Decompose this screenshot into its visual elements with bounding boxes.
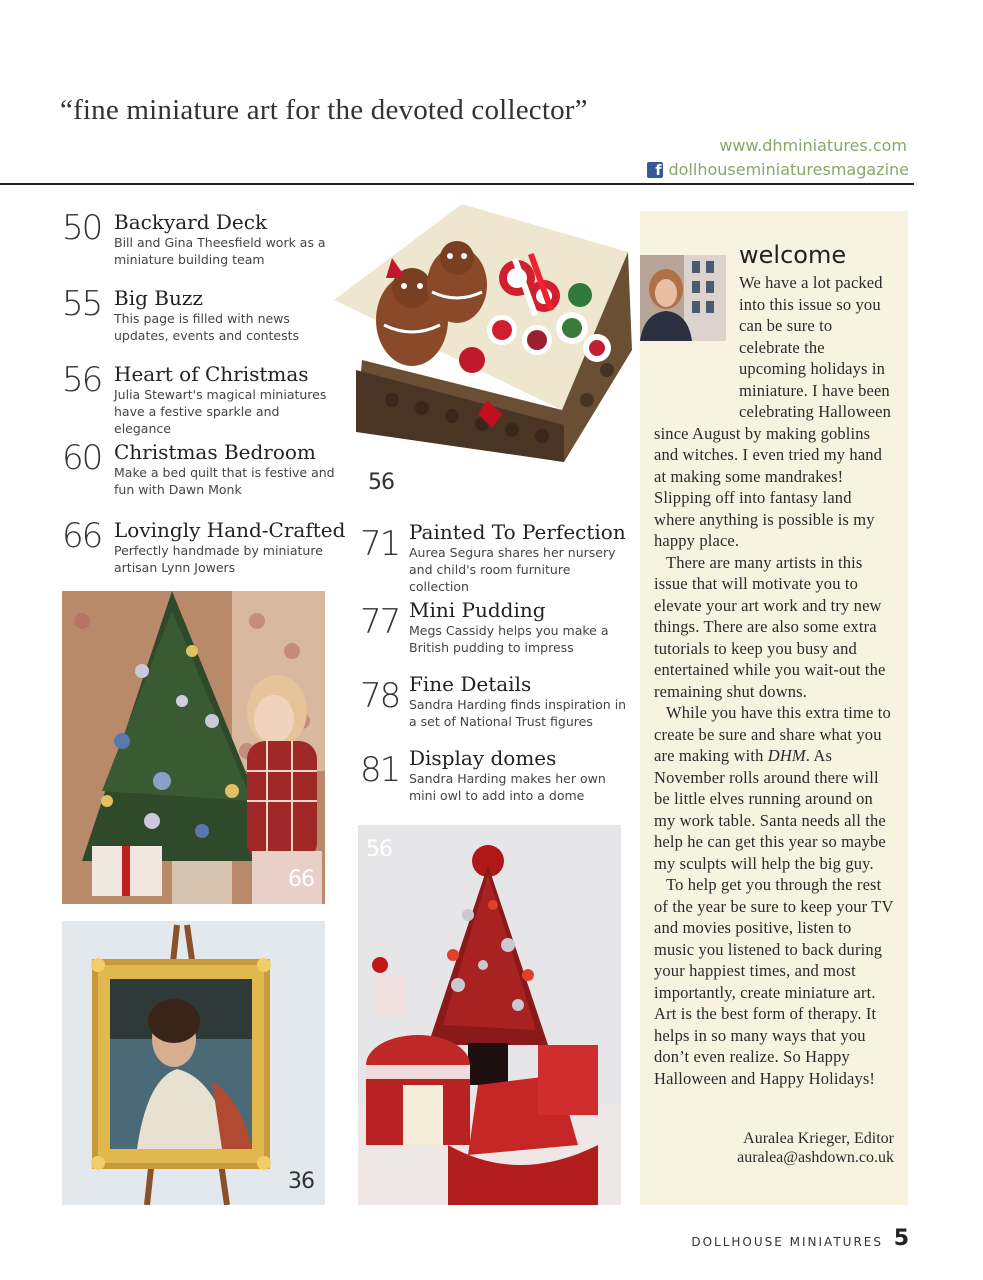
facebook-icon: f xyxy=(647,162,663,178)
entry-page-number: 78 xyxy=(360,676,400,716)
editor-signature xyxy=(737,1129,894,1167)
entry-page-number: 56 xyxy=(62,360,102,400)
red-tree-photo xyxy=(358,825,621,1205)
gingerbread-box-photo xyxy=(332,200,634,462)
entry-description: Perfectly handmade by miniature artisan Lynn Jowers xyxy=(114,543,323,575)
entry-description: Sandra Harding makes her own mini owl to add into a dome xyxy=(409,771,606,803)
entry-title: Lovingly Hand-Crafted xyxy=(114,518,346,542)
entry-page-number: 81 xyxy=(360,750,400,790)
entry-title: Big Buzz xyxy=(114,286,203,310)
gingerbread-photo-page-label: 56 xyxy=(368,470,394,495)
entry-description: Megs Cassidy helps you make a British pudding to impress xyxy=(409,623,609,655)
entry-title: Heart of Christmas xyxy=(114,362,309,386)
footer-magazine-name: DOLLHOUSE MINIATURES xyxy=(691,1235,883,1249)
framed-portrait-photo xyxy=(62,921,325,1205)
welcome-panel xyxy=(640,211,908,1205)
entry-page-number: 55 xyxy=(62,284,102,324)
entry-description: Aurea Segura shares her nursery and child's room furniture collection xyxy=(409,545,616,594)
header-divider xyxy=(0,183,914,185)
welcome-paragraph: We have a lot packed into this issue so you can be sure to celebrate the upcoming holidays in miniature. I have been celebrating Halloween since August by making goblins and witches. I even tried my hand at making some mandrakes! Slipping off into fantasy land where anything is possible is my happy place. xyxy=(654,273,892,550)
entry-title: Christmas Bedroom xyxy=(114,440,316,464)
website-link[interactable]: www.dhminiatures.com xyxy=(719,136,907,155)
entry-title: Mini Pudding xyxy=(409,598,546,622)
entry-description: Sandra Harding finds inspiration in a set of National Trust figures xyxy=(409,697,627,729)
page-number: 5 xyxy=(893,1226,909,1251)
entry-title: Backyard Deck xyxy=(114,210,268,234)
entry-page-number: 66 xyxy=(62,516,102,556)
entry-description: Julia Stewart's magical miniatures have a festive sparkle and elegance xyxy=(114,387,327,436)
editor-email[interactable]: auralea@ashdown.co.uk xyxy=(737,1149,894,1166)
photo-page-label: 66 xyxy=(288,867,314,892)
welcome-paragraph: There are many artists in this issue that will motivate you to elevate your art work and try new things. There are also some extra tutorials to keep you busy and entertained while you wait-out the remaining shut downs. xyxy=(654,552,886,701)
entry-page-number: 77 xyxy=(360,602,400,642)
entry-description: Bill and Gina Theesfield work as a miniature building team xyxy=(114,235,326,267)
entry-page-number: 71 xyxy=(360,524,400,564)
photo-page-label: 36 xyxy=(288,1169,314,1194)
entry-description: This page is filled with news updates, events and contests xyxy=(114,311,300,343)
photo-page-label: 56 xyxy=(366,837,392,862)
entry-page-number: 50 xyxy=(62,208,102,248)
social-handle: dollhouseminiaturesmagazine xyxy=(668,160,909,179)
editor-name: Auralea Krieger, Editor xyxy=(743,1130,894,1147)
entry-title: Fine Details xyxy=(409,672,532,696)
christmas-doll-photo xyxy=(62,591,325,904)
welcome-body xyxy=(654,272,894,1089)
magazine-tagline: “fine miniature art for the devoted collector” xyxy=(60,94,588,126)
entry-title: Display domes xyxy=(409,746,557,770)
social-link[interactable] xyxy=(647,160,909,179)
entry-page-number: 60 xyxy=(62,438,102,478)
entry-description: Make a bed quilt that is festive and fun with Dawn Monk xyxy=(114,465,335,497)
welcome-paragraph: While you have this extra time to create be sure and share what you are making with DHM. As November rolls around there will be little elves running around on my work table. Santa needs all the help he can get this year so maybe my sculpts will help the big guy. xyxy=(654,703,891,873)
welcome-paragraph: To help get you through the rest of the year be sure to keep your TV and movies positive, listen to music you listened to back during your happiest times, and most importantly, create miniature art. Art is the best form of therapy. It helps in so many ways that you don’t even realize. So Happy Halloween and Happy Holidays! xyxy=(654,875,894,1088)
entry-title: Painted To Perfection xyxy=(409,520,626,544)
welcome-heading: welcome xyxy=(739,241,847,269)
